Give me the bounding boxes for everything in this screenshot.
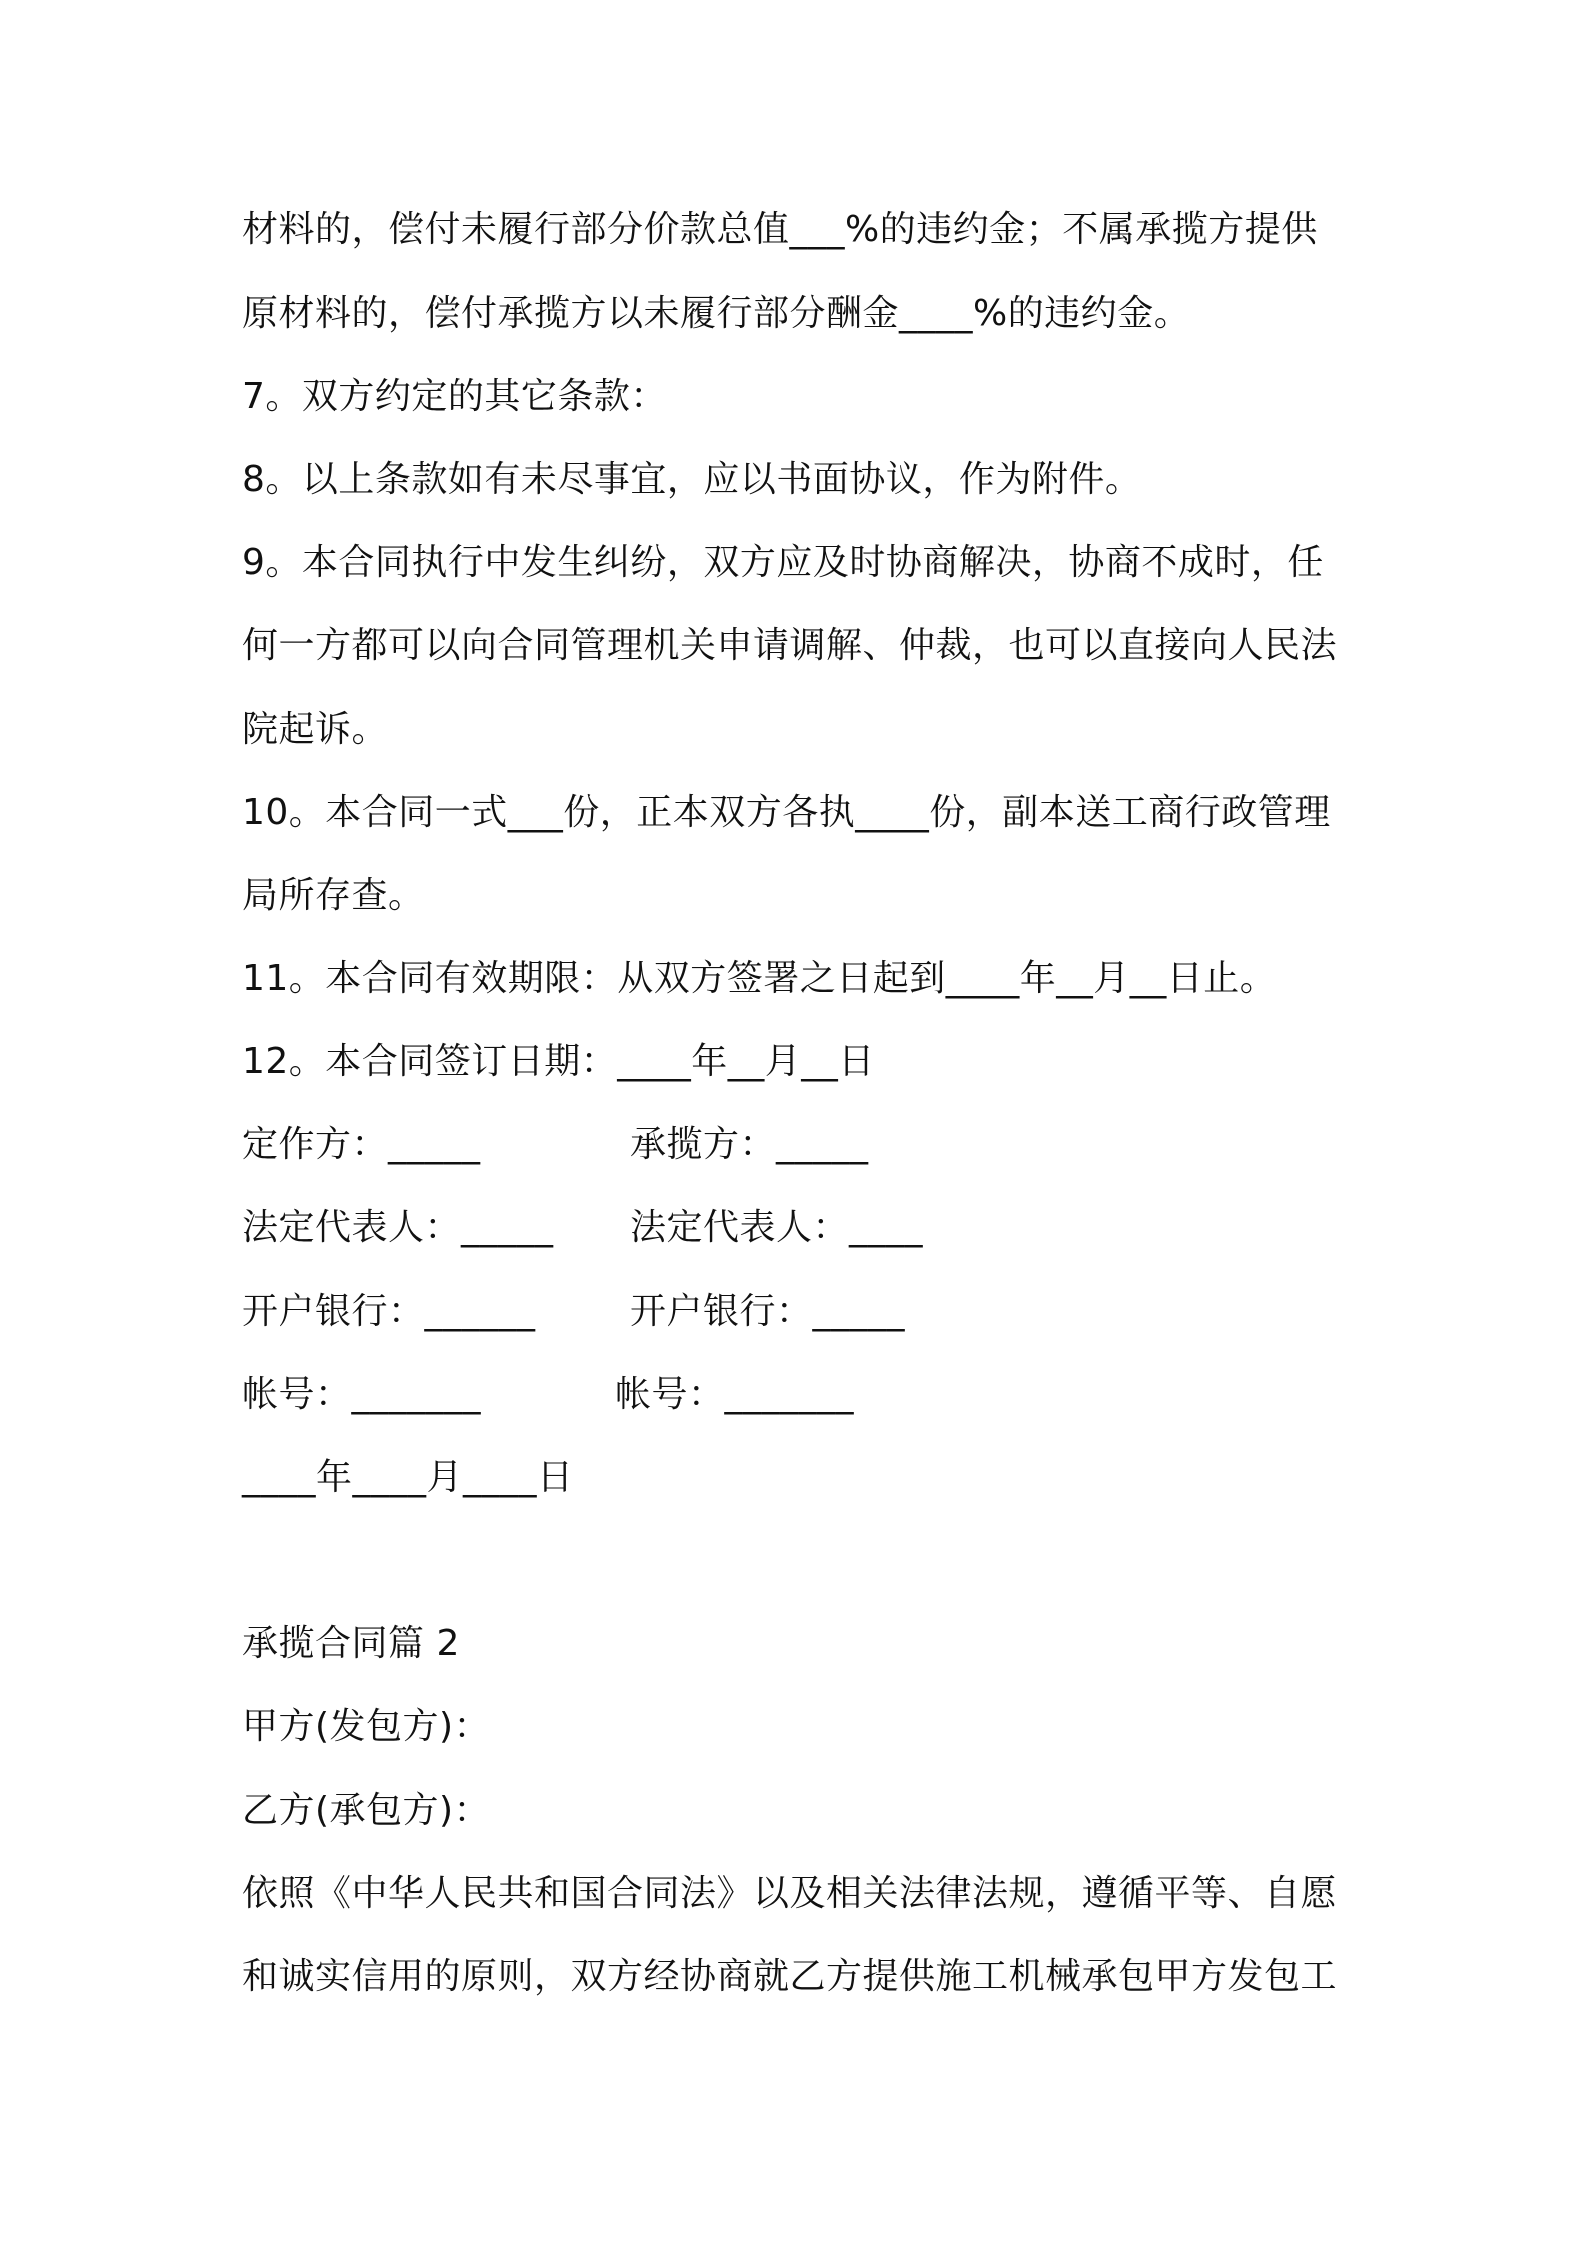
clause-7: 7。双方约定的其它条款：: [242, 376, 667, 417]
clause-text-line: 院起诉。: [242, 709, 389, 750]
signature-left-account: 帐号：_______: [242, 1374, 482, 1415]
clause-8: 8。以上条款如有未尽事宜，应以书面协议，作为附件。: [242, 459, 1142, 500]
signature-right-bank: 开户银行：_____: [630, 1291, 906, 1332]
signature-left-bank: 开户银行：______: [242, 1291, 536, 1332]
clause-10: 10。本合同一式___份，正本双方各执____份，副本送工商行政管理: [242, 792, 1331, 833]
clause-text-line: 材料的，偿付未履行部分价款总值___%的违约金；不属承揽方提供: [242, 209, 1318, 250]
clause-text-line: 原材料的，偿付承揽方以未履行部分酬金____%的违约金。: [242, 293, 1191, 334]
signature-right-representative: 法定代表人：____: [630, 1207, 924, 1248]
party-a-label: 甲方(发包方)：: [242, 1706, 491, 1747]
clause-9: 9。本合同执行中发生纠纷，双方应及时协商解决，协商不成时，任: [242, 542, 1324, 583]
clause-text-line: 局所存查。: [242, 875, 425, 916]
clause-text-line: 何一方都可以向合同管理机关申请调解、仲裁，也可以直接向人民法: [242, 625, 1338, 666]
clause-11: 11。本合同有效期限：从双方签署之日起到____年__月__日止。: [242, 958, 1277, 999]
preamble-text-line: 依照《中华人民共和国合同法》以及相关法律法规，遵循平等、自愿: [242, 1873, 1338, 1914]
preamble-text-line: 和诚实信用的原则，双方经协商就乙方提供施工机械承包甲方发包工: [242, 1956, 1338, 1997]
party-b-label: 乙方(承包方)：: [242, 1790, 491, 1831]
signature-left-party: 定作方：_____: [242, 1124, 481, 1165]
signature-right-party: 承揽方：_____: [630, 1124, 869, 1165]
signature-left-representative: 法定代表人：_____: [242, 1207, 554, 1248]
signature-right-account: 帐号：_______: [615, 1374, 855, 1415]
clause-12: 12。本合同签订日期：____年__月__日: [242, 1041, 875, 1082]
signature-date: ____年____月____日: [242, 1457, 574, 1498]
section-title: 承揽合同篇 2: [242, 1623, 460, 1664]
